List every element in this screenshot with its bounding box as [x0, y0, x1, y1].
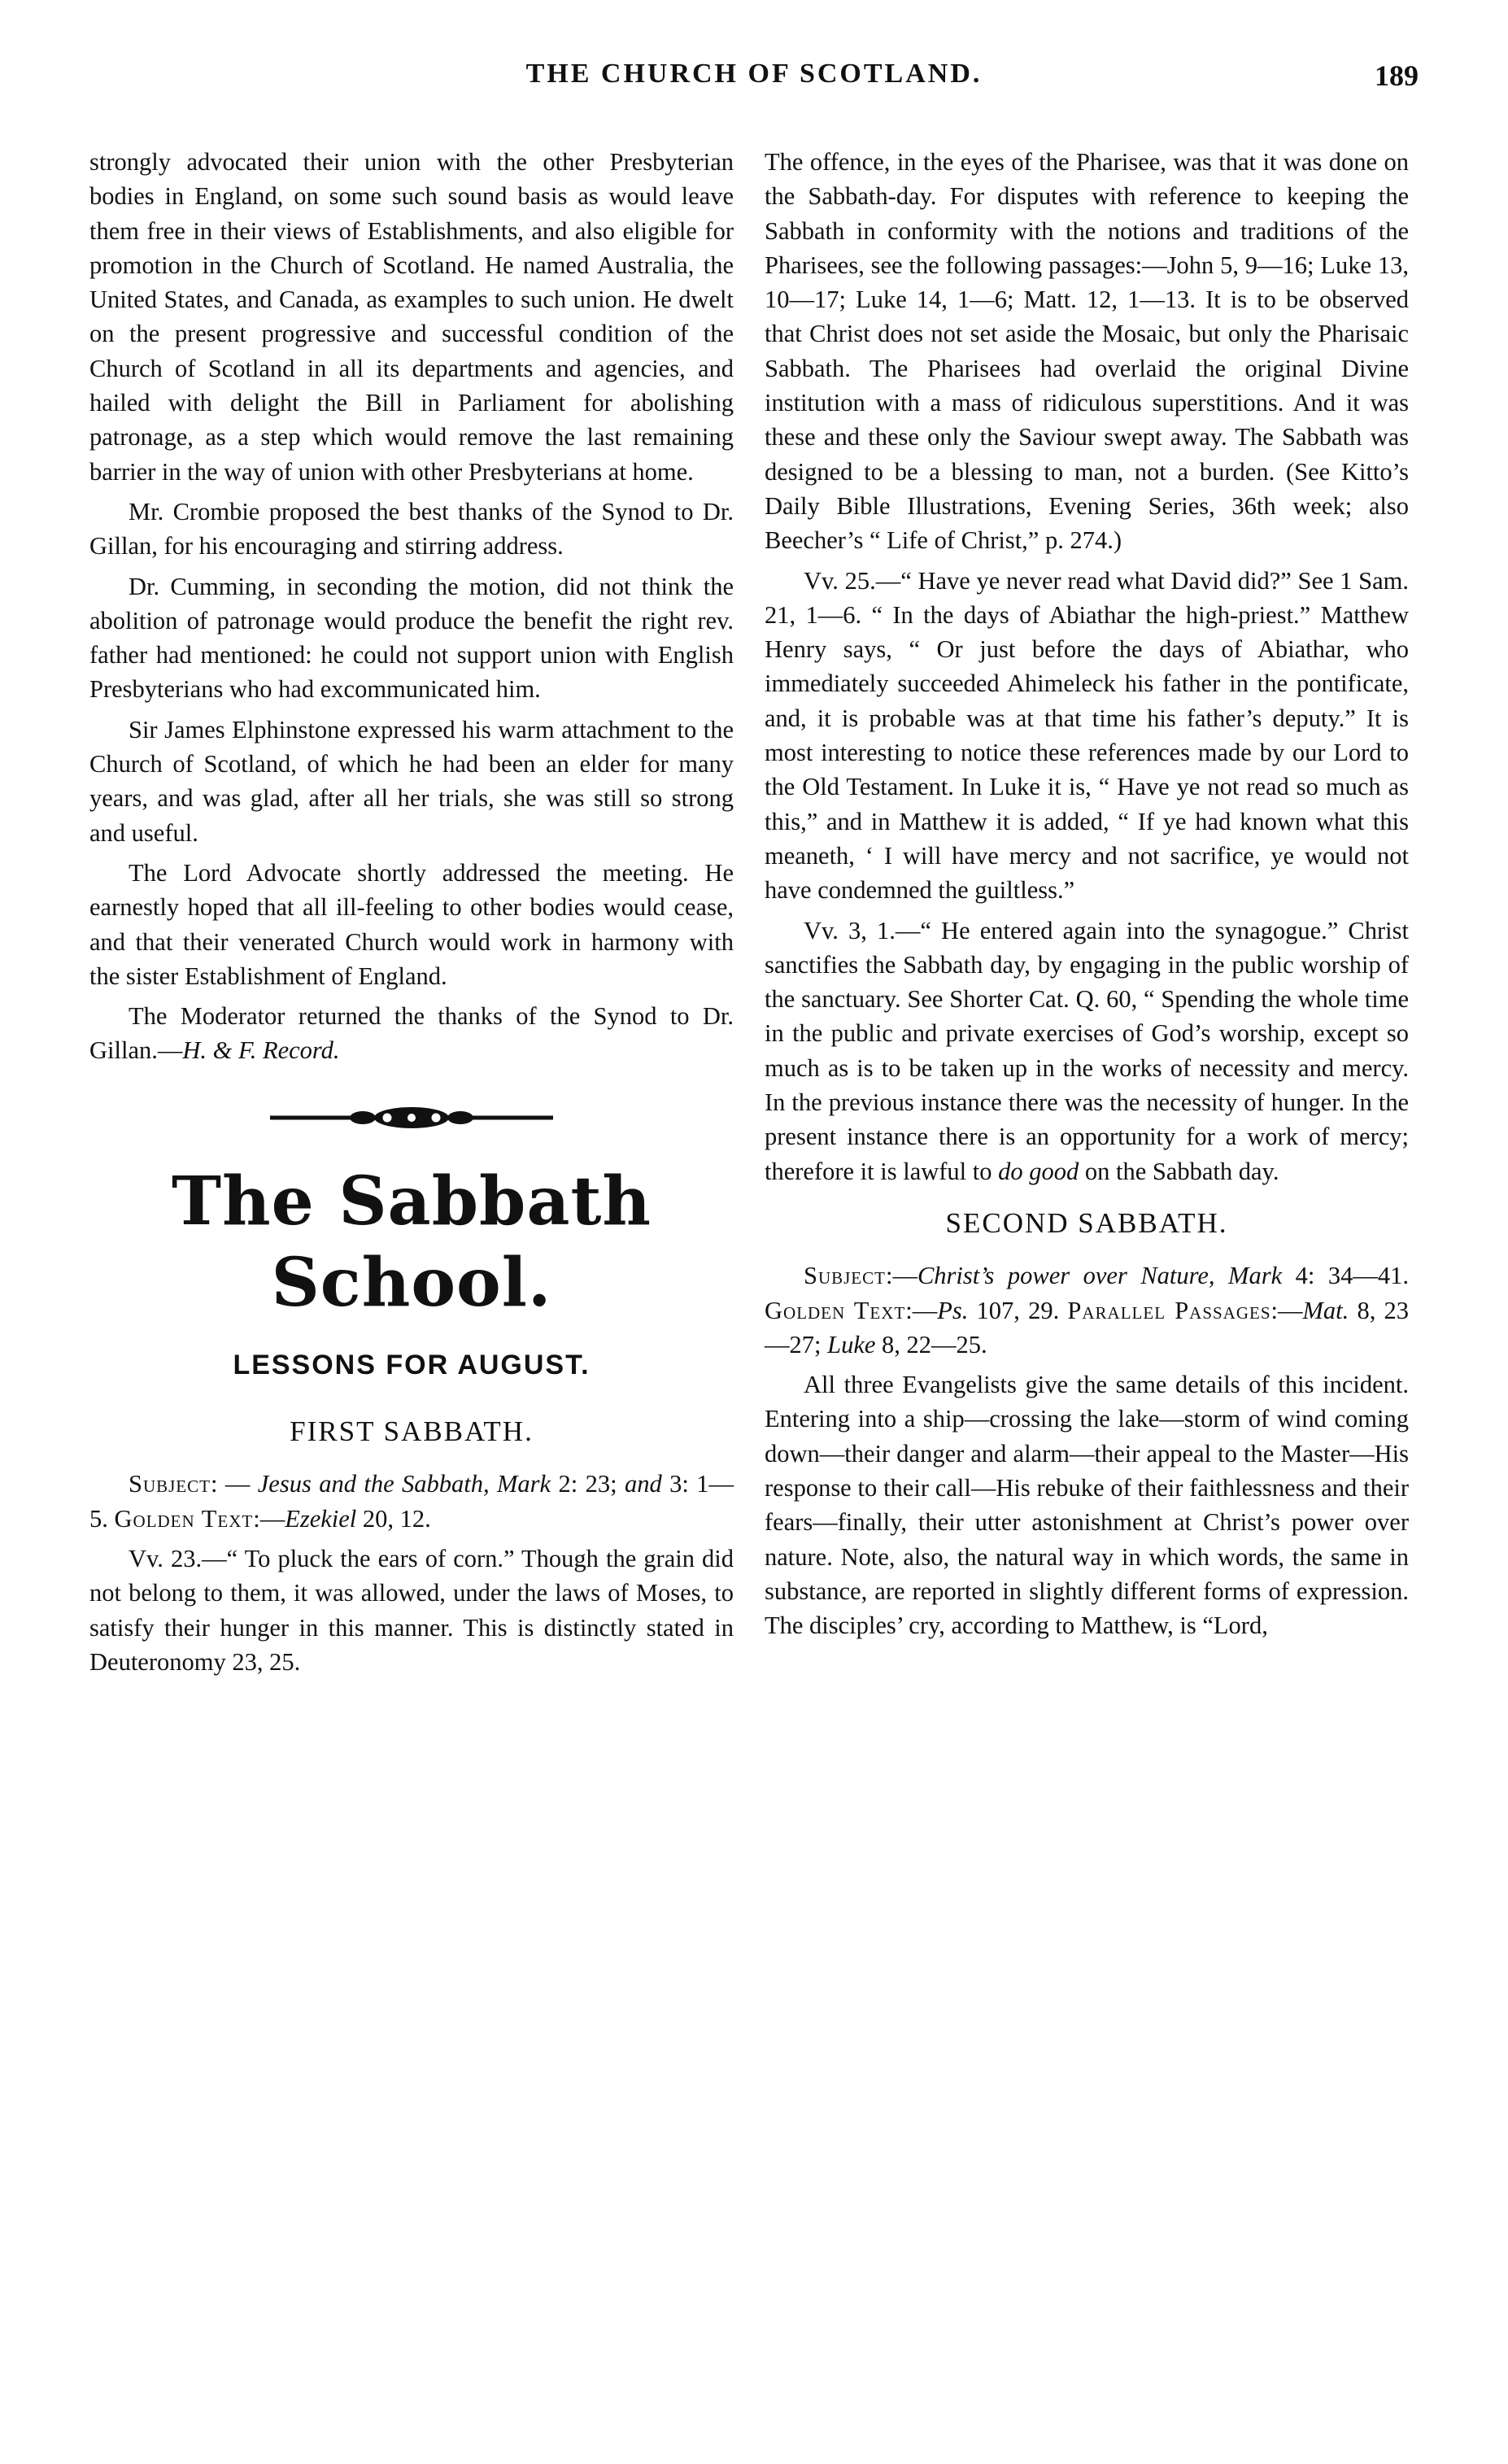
- closing-text: The Moderator returned the thanks of the Synod to Dr. Gillan.—: [89, 1002, 734, 1065]
- parallel-text-a: Mat.: [1302, 1296, 1349, 1324]
- parallel-sep: :—: [1270, 1296, 1303, 1324]
- paragraph: Mr. Crombie proposed the best thanks of the Synod to Dr. Gillan, for his encouraging and stirring address.: [89, 497, 734, 560]
- ornament-divider: [265, 1104, 558, 1132]
- running-title: THE CHURCH OF SCOTLAND.: [525, 59, 983, 89]
- golden-sep: :—: [253, 1504, 285, 1533]
- second-sabbath-subject: [765, 1258, 1409, 1362]
- subject-ref-a: 2: 23;: [551, 1470, 625, 1498]
- paragraph: Dr. Cumming, in seconding the motion, did not think the abolition of patronage would produce the benefit the right rev. father had mentioned: he could not support union with English Presbyterians who had excommunicated him.: [89, 572, 734, 704]
- subject-text: Christ’s power over Nature, Mark: [917, 1262, 1283, 1290]
- golden-label: Golden Text: [765, 1296, 906, 1324]
- parallel-ref-a: 8, 23—27;: [765, 1296, 1410, 1358]
- subject-ref: 4: 34—41.: [1282, 1262, 1409, 1290]
- first-sabbath-verse: Vv. 23.—“ To pluck the ears of corn.” Though the grain did not belong to them, it was allowed, under the laws of Moses, to satisfy their hunger in this manner. This is distinctly stated in Deuteronomy 23, 25.: [89, 1544, 734, 1676]
- second-sabbath-body: All three Evangelists give the same details of this incident. Entering into a ship—crossing the lake—storm of wind coming down—their danger and alarm—their appeal to the Master—His response to their call—His rebuke of their faithlessness and their fears—finally, their utter astonishment at Christ’s power over nature. Note, also, the natural way in which words, the same in substance, are reported in slightly different forms of expression. The disciples’ cry, according to Matthew, is “Lord,: [765, 1371, 1409, 1640]
- section-title: The Sabbath School.: [171, 1162, 652, 1322]
- paragraph-text-end: on the Sabbath day.: [1079, 1157, 1279, 1185]
- parallel-ref-b: 8, 22—25.: [875, 1330, 987, 1358]
- golden-text: Ezekiel: [285, 1504, 357, 1533]
- paragraph-text: Vv. 3, 1.—“ He entered again into the synagogue.” Christ sanctifies the Sabbath day, by engaging in the public worship of the sanctuary. See Shorter Cat. Q. 60, “ Spending the whole time in the public and private exercises of God’s worship, except so much as is to be taken up in the works of necessity and mercy. In the previous instance there was the necessity of hunger. In the present instance there is an opportunity for a work of mercy; therefore it is lawful to: [765, 916, 1409, 1185]
- golden-sep: :—: [905, 1296, 938, 1324]
- paragraph: The offence, in the eyes of the Pharisee, was that it was done on the Sabbath-day. For disputes with reference to keeping the Sabbath in conformity with the notions and traditions of the Pharisees, see the following passages:—John 5, 9—16; Luke 13, 10—17; Luke 14, 1—6; Matt. 12, 1—13. It is to be observed that Christ does not set aside the Mosaic, but only the Pharisaic Sabbath. The Pharisees had overlaid the original Divine institution with a mass of ridiculous superstitions. And it was these and these only the Saviour swept away. The Sabbath was designed to be a blessing to man, not a burden. (See Kitto’s Daily Bible Illustrations, Evening Series, 36th week; also Beecher’s “ Life of Christ,” p. 274.): [765, 148, 1409, 555]
- golden-text: Ps.: [937, 1296, 969, 1324]
- subject-label: Subject: [804, 1262, 886, 1290]
- emphasis-text: do good: [998, 1157, 1079, 1185]
- paragraph: Vv. 25.—“ Have ye never read what David did?” See 1 Sam. 21, 1—6. “ In the days of Abiathar the high-priest.” Matthew Henry says, “ Or just before the days of Abiathar, who immediately succeeded Ahimeleck his father in the pontificate, and, it is probable was at that time his father’s deputy.” It is most interesting to notice these references made by our Lord to the Old Testament. In Luke it is, “ Have ye not read so much as this,” and in Matthew it is added, “ If ye had known what this meaneth, ‘ I will have mercy and not sacrifice, ye would not have condemned the guiltless.”: [765, 566, 1409, 905]
- page-number: 189: [1375, 59, 1419, 92]
- second-sabbath-heading: SECOND SABBATH.: [945, 1206, 1228, 1239]
- closing-paragraph: [89, 999, 734, 1068]
- subject-ref-b: 3: 1—5.: [89, 1470, 734, 1533]
- golden-label: Golden Text: [114, 1504, 254, 1533]
- left-column: [89, 145, 734, 1685]
- parallel-label: Parallel Passages: [1067, 1296, 1271, 1324]
- subject-sep: :—: [885, 1262, 917, 1290]
- first-sabbath-subject: [89, 1467, 734, 1536]
- paragraph: The Lord Advocate shortly addressed the meeting. He earnestly hoped that all ill-feeling to other bodies would cease, and that their venerated Church would work in harmony with the sister Establishment of England.: [89, 858, 734, 990]
- parallel-text-b: Luke: [827, 1330, 876, 1358]
- closing-attribution: H. & F. Record.: [182, 1036, 340, 1065]
- golden-ref: 107, 29.: [968, 1296, 1068, 1324]
- golden-ref: 20, 12.: [356, 1504, 431, 1533]
- paragraph: [765, 914, 1409, 1188]
- first-sabbath-heading: FIRST SABBATH.: [290, 1415, 534, 1448]
- running-head: [89, 59, 1419, 99]
- paragraph: Sir James Elphinstone expressed his warm attachment to the Church of Scotland, of which he had been an elder for many years, and was glad, after all her trials, she was still so strong and useful.: [89, 715, 734, 847]
- section-subtitle: LESSONS FOR AUGUST.: [233, 1349, 591, 1380]
- subject-text: Jesus and the Sabbath, Mark: [257, 1470, 551, 1498]
- paragraph: strongly advocated their union with the other Presbyterian bodies in England, on some such sound basis as would leave them free in their views of Establishments, and also eligible for promotion in the Church of Scotland. He named Australia, the United States, and Canada, as examples to such union. He dwelt on the present progressive and successful condition of the Church of Scotland in all its departments and agencies, and hailed with delight the Bill in Parliament for abolishing patronage, as a step which would remove the last remaining barrier in the way of union with other Presbyterians at home.: [89, 148, 734, 486]
- subject-and: and: [624, 1470, 662, 1498]
- subject-label: Subject: [129, 1470, 211, 1498]
- subject-sep: : —: [210, 1470, 251, 1498]
- right-column: [765, 145, 1409, 1648]
